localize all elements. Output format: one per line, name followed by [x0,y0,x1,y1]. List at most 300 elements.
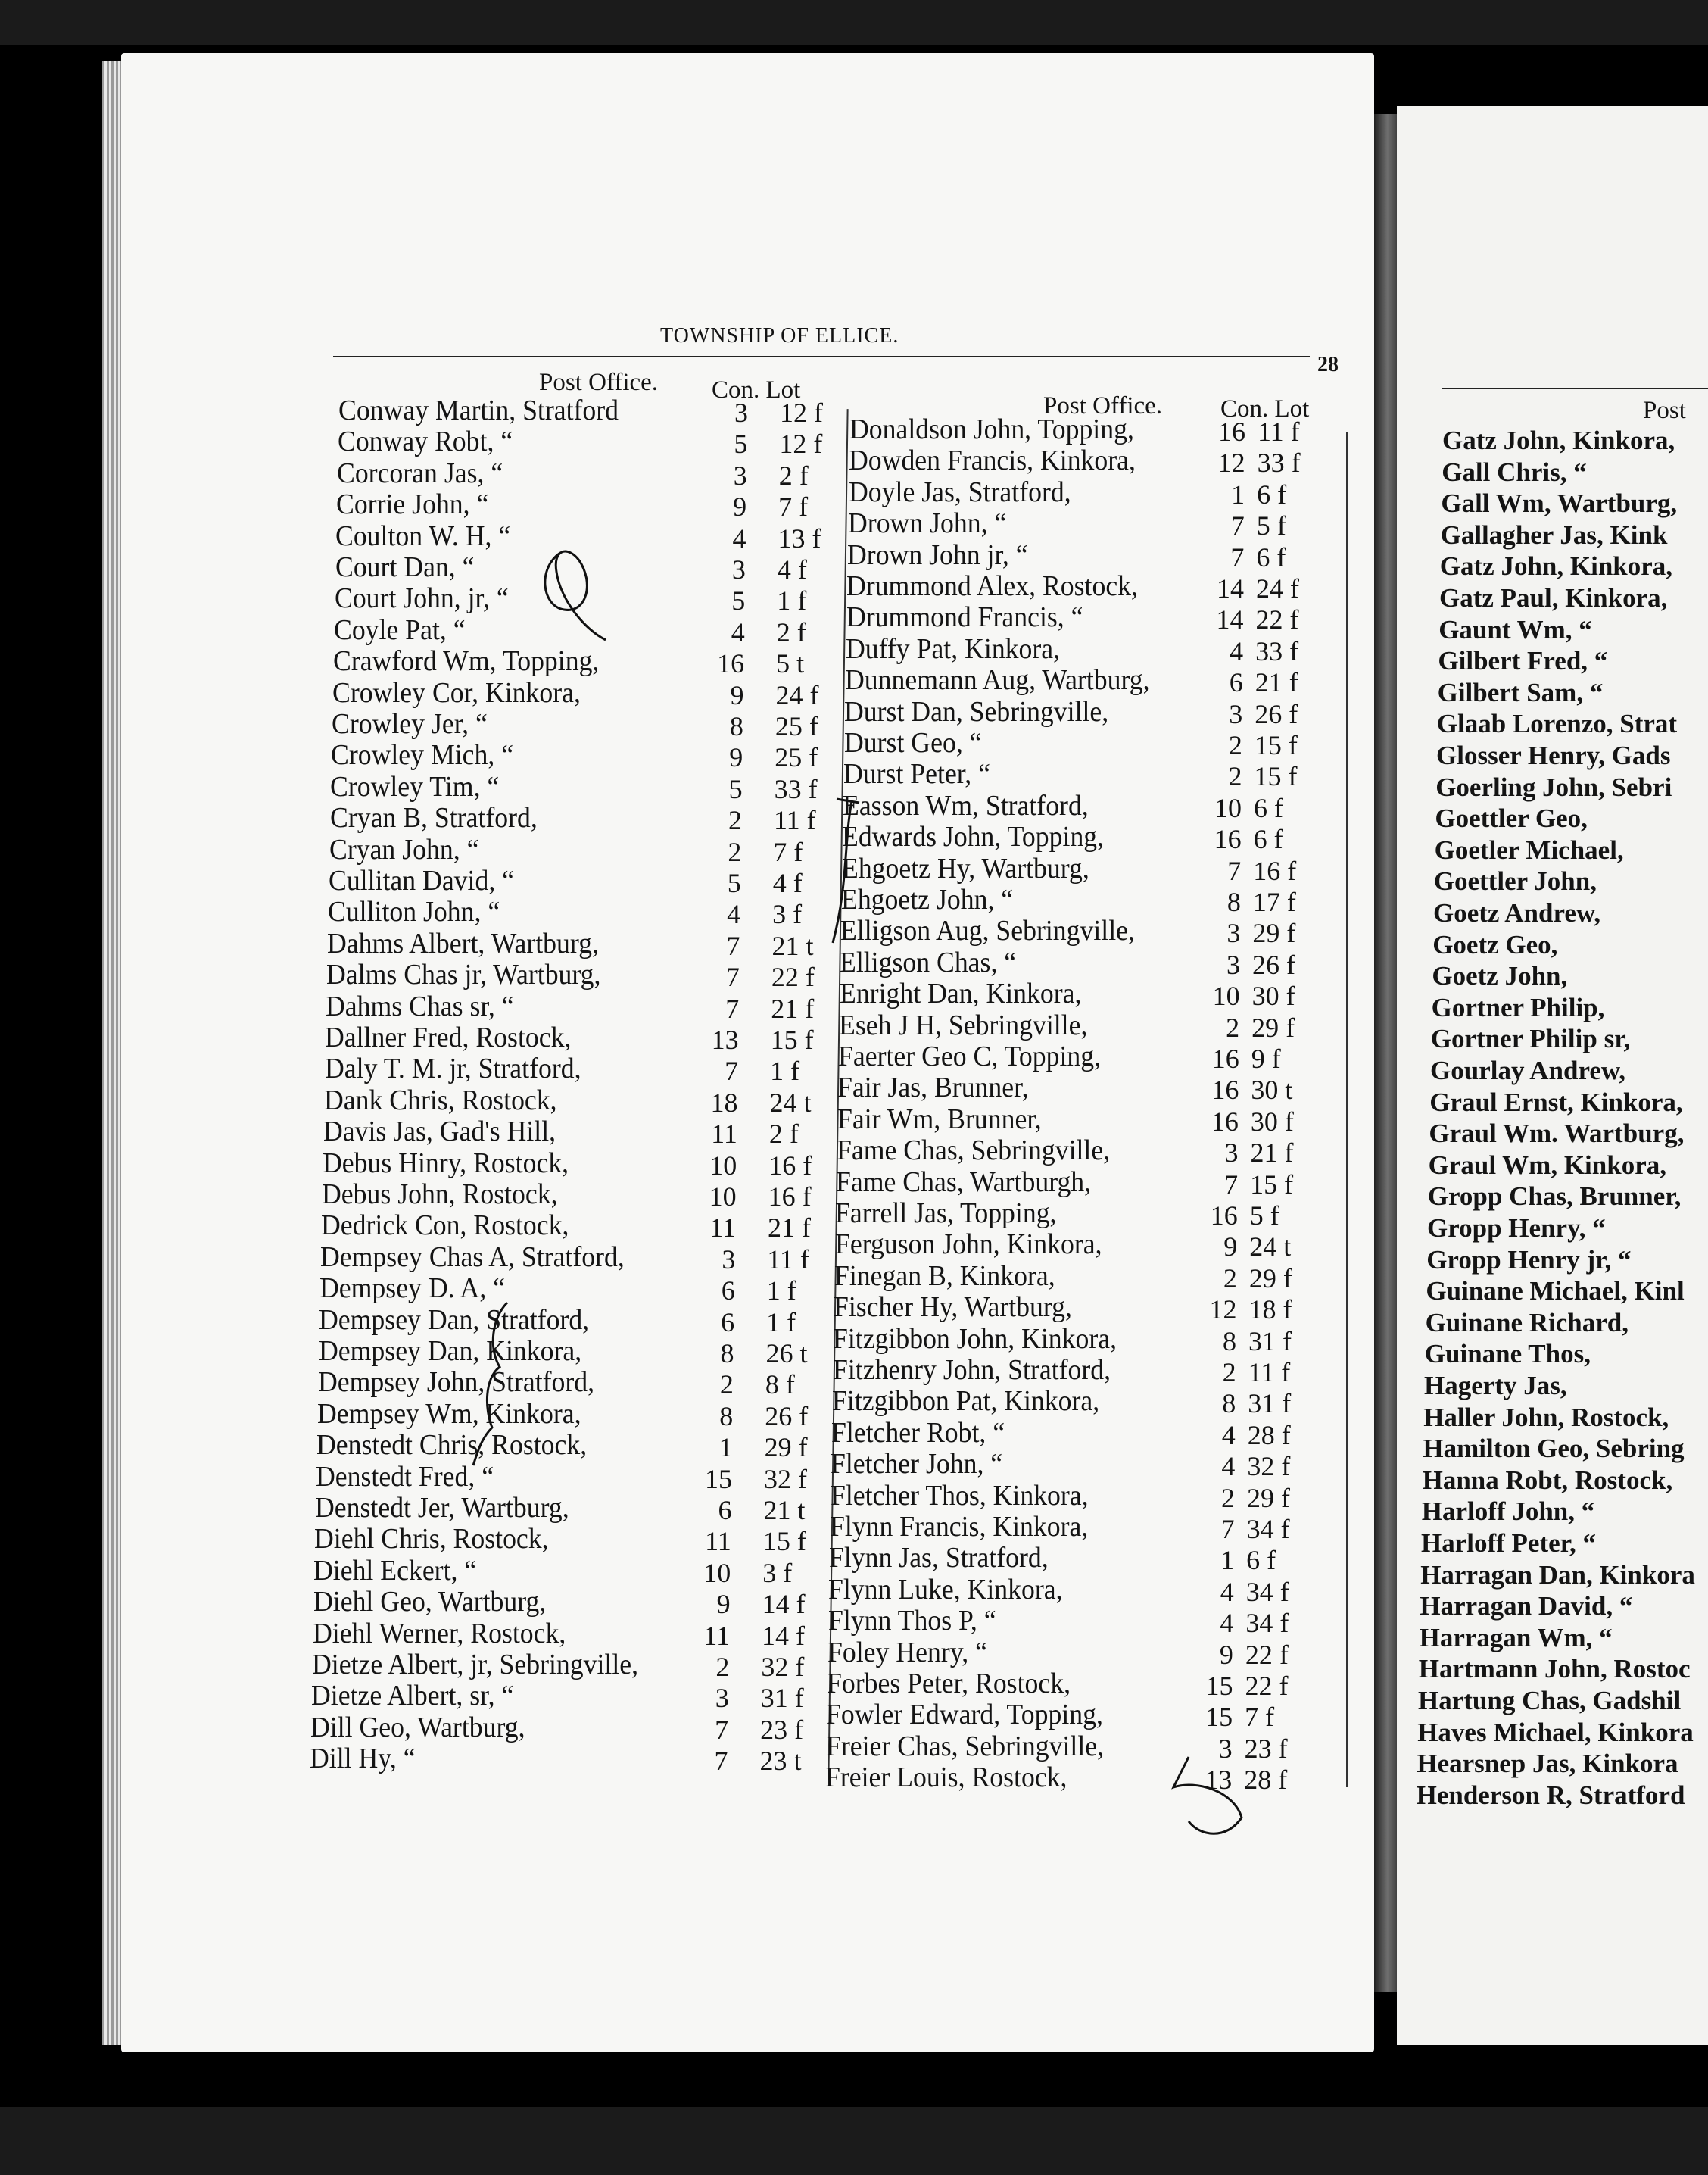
entry-lot: 26 t [765,1338,808,1368]
entry-name: Haves Michael, Kinkora [1417,1717,1694,1747]
entry-name: Diehl Chris, Rostock, [314,1523,549,1556]
entry-con: 13 [711,1025,739,1055]
entry-name: Corrie John, “ [336,488,489,521]
entry-name: Harloff John, “ [1421,1496,1595,1527]
entry-lot: 6 f [1254,792,1284,823]
entry-name: Denstedt Fred, “ [316,1460,494,1493]
entry-name: Haller John, Rostock, [1423,1402,1669,1432]
entry-lot: 21 t [771,930,814,961]
entry-name: Culliton John, “ [327,896,500,928]
entry-con: 2 [1222,1357,1236,1387]
entry-name: Doyle Jas, Stratford, [848,476,1071,508]
entry-lot: 6 f [1253,824,1283,855]
entry-lot: 33 f [1255,635,1299,666]
entry-lot: 23 t [759,1746,802,1777]
entry-con: 7 [725,993,740,1024]
entry-lot: 1 f [766,1306,796,1337]
entry-name: Gallagher Jas, Kink [1440,520,1668,550]
entry-con: 9 [729,742,743,773]
entry-name: Crowley Jer, “ [332,708,488,740]
entry-lot: 25 f [775,711,818,741]
entry-name: Hartung Chas, Gadshil [1418,1686,1682,1715]
entry-name: Elligson Chas, “ [840,946,1017,978]
entry-name: Gourlay Andrew, [1430,1056,1626,1085]
entry-lot: 29 f [1246,1482,1290,1513]
entry-name: Crawford Wm, Topping, [332,645,600,678]
entry-name: Fair Wm, Brunner, [837,1103,1042,1135]
entry-lot: 4 f [772,868,803,898]
entry-name: Enright Dan, Kinkora, [839,978,1081,1010]
entry-lot: 31 f [1248,1388,1292,1419]
entry-con: 16 [717,648,745,679]
entry-con: 12 [1209,1294,1237,1325]
entry-name: Finegan B, Kinkora, [834,1259,1055,1292]
entry-lot: 9 f [1251,1044,1281,1074]
entry-con: 3 [1218,1733,1233,1764]
entry-lot: 17 f [1252,887,1296,917]
entry-lot: 14 f [762,1589,806,1620]
entry-name: Diehl Geo, Wartburg, [313,1586,546,1618]
entry-con: 18 [710,1087,738,1118]
entry-lot: 21 f [1255,667,1298,698]
entry-name: Conway Robt, “ [338,426,513,458]
entry-name: Fowler Edward, Topping, [826,1699,1104,1731]
entry-lot: 11 f [773,805,816,836]
entry-con: 16 [1211,1075,1239,1106]
entry-name: Goetler Michael, [1434,835,1624,865]
entry-lot: 26 f [1251,949,1295,980]
entry-con: 3 [734,398,748,428]
entry-name: Elligson Aug, Sebringville, [840,915,1135,947]
entry-name: Hagerty Jas, [1424,1371,1567,1400]
entry-name: Hartmann John, Rostoc [1418,1654,1691,1684]
entry-con: 4 [1220,1576,1234,1607]
entry-name: Debus John, Rostock, [322,1178,558,1210]
entry-con: 15 [1205,1702,1233,1733]
column-header-con-lot-2: Con. Lot [1220,395,1310,423]
entry-name: Henderson R, Stratford [1416,1780,1685,1810]
entry-con: 8 [719,1400,734,1431]
entry-lot: 29 f [1248,1262,1292,1293]
entry-con: 10 [1214,792,1242,823]
entry-con: 7 [1220,1514,1235,1544]
entry-name: Forbes Peter, Rostock, [827,1668,1071,1699]
entry-con: 8 [1226,887,1241,917]
entry-con: 5 [734,429,748,460]
entry-lot: 13 f [778,523,821,554]
entry-lot: 12 f [780,398,823,428]
entry-con: 11 [709,1212,736,1244]
entry-con: 1 [1231,479,1245,510]
entry-name: Graul Wm. Wartburg, [1429,1119,1685,1149]
entry-name: Gall Chris, “ [1442,457,1587,487]
entry-con: 2 [715,1652,730,1682]
entry-con: 3 [733,460,747,491]
page-title: TOWNSHIP OF ELLICE. [660,324,899,348]
entry-name: Hanna Robt, Rostock, [1422,1465,1673,1495]
entry-name: Gropp Henry, “ [1427,1213,1606,1243]
entry-con: 3 [722,1244,736,1275]
entry-con: 3 [715,1683,729,1714]
entry-con: 9 [730,679,744,710]
entry-name: Eseh J H, Sebringville, [838,1009,1088,1041]
entry-name: Fletcher Robt, “ [831,1416,1005,1449]
entry-lot: 5 f [1249,1200,1279,1231]
entry-lot: 25 f [775,742,818,773]
entry-con: 6 [718,1495,732,1525]
entry-con: 3 [731,554,746,585]
entry-name: Coulton W. H, “ [335,520,511,552]
entry-name: Dalms Chas jr, Wartburg, [326,959,601,991]
entry-name: Gatz Paul, Kinkora, [1439,583,1668,613]
entry-lot: 30 t [1251,1075,1293,1106]
entry-name: Duffy Pat, Kinkora, [845,632,1060,665]
entry-lot: 30 f [1251,981,1295,1012]
entry-name: Gatz John, Kinkora, [1442,426,1675,455]
entry-lot: 29 f [1251,1012,1295,1043]
entry-name: Gilbert Fred, “ [1438,646,1608,676]
entry-lot: 32 f [1247,1451,1291,1482]
entry-con: 14 [1216,604,1244,635]
entry-name: Davis Jas, Gad's Hill, [323,1116,556,1148]
entry-con: 6 [1229,667,1243,698]
entry-name: Guinane Richard, [1425,1307,1629,1337]
entry-name: Drown John jr, “ [847,538,1028,571]
entry-name: Gaunt Wm, “ [1438,614,1592,644]
entry-lot: 22 f [1255,604,1299,635]
entry-con: 3 [1226,949,1240,980]
entry-lot: 28 f [1247,1419,1291,1450]
entry-lot: 11 f [1258,417,1300,447]
entry-name: Dempsey Chas A, Stratford, [320,1240,625,1273]
entry-con: 8 [720,1338,734,1368]
entry-con: 2 [1228,730,1242,760]
entry-name: Diehl Eckert, “ [313,1554,477,1587]
entry-name: Crowley Cor, Kinkora, [332,676,581,709]
entry-lot: 15 f [762,1526,806,1557]
entry-name: Freier Louis, Rostock, [824,1762,1068,1794]
entry-lot: 5 f [1256,510,1286,541]
entry-lot: 2 f [778,460,809,491]
pen-loop-mark [530,538,636,651]
entry-lot: 32 f [764,1463,808,1494]
entry-name: Denstedt Chris, Rostock, [316,1429,588,1462]
entry-lot: 24 t [1249,1231,1292,1262]
entry-name: Goettler John, [1433,866,1597,897]
entry-name: Dahms Albert, Wartburg, [327,927,599,960]
entry-lot: 23 f [760,1714,804,1745]
entry-name: Gortner Philip sr, [1430,1024,1631,1054]
entry-con: 16 [1211,1106,1239,1137]
pen-five-mark [1166,1749,1249,1848]
entry-name: Ehgoetz Hy, Wartburg, [841,852,1089,885]
entry-con: 3 [1224,1137,1239,1169]
entry-con: 4 [1221,1419,1236,1450]
entry-con: 8 [1223,1325,1237,1356]
entry-name: Faerter Geo C, Topping, [838,1041,1102,1072]
entry-con: 9 [1223,1231,1238,1262]
entry-con: 16 [1218,417,1245,447]
entry-con: 10 [709,1150,737,1181]
entry-name: Dempsey John, Stratford, [317,1366,594,1399]
entry-con: 3 [1226,918,1241,949]
entry-name: Court John, jr, “ [334,582,509,615]
entry-name: Graul Wm, Kinkora, [1428,1150,1666,1180]
entry-con: 16 [1214,824,1242,855]
entry-lot: 33 f [774,773,818,804]
entry-name: Coyle Pat, “ [333,613,466,646]
entry-name: Goetz Geo, [1432,929,1558,960]
entry-lot: 7 f [778,491,809,523]
entry-name: Gilbert Sam, “ [1437,677,1604,707]
entry-con: 4 [731,616,745,648]
entry-name: Gropp Henry jr, “ [1426,1244,1632,1275]
entry-name: Gortner Philip, [1431,992,1605,1022]
entry-lot: 23 f [1244,1733,1288,1764]
entry-con: 1 [718,1432,733,1463]
entry-name: Cullitan David, “ [328,865,514,897]
entry-name: Freier Chas, Sebringville, [825,1730,1104,1762]
entry-con: 4 [1220,1608,1234,1639]
entry-lot: 7 f [1245,1702,1275,1733]
entry-con: 11 [711,1119,737,1150]
entry-lot: 29 f [764,1432,808,1463]
entry-name: Durst Geo, “ [843,727,982,759]
entry-lot: 29 f [1252,918,1296,949]
entry-con: 11 [703,1620,730,1651]
entry-con: 16 [1211,1044,1239,1074]
entry-name: Ehgoetz John, “ [840,884,1013,916]
entry-name: Harragan Wm, “ [1419,1622,1613,1652]
entry-con: 2 [1220,1482,1235,1513]
entry-name: Dallner Fred, Rostock, [325,1022,572,1053]
entry-lot: 11 f [767,1244,810,1275]
entry-lot: 11 f [1248,1357,1291,1387]
entry-lot: 31 f [1248,1325,1292,1356]
entry-name: Denstedt Jer, Wartburg, [315,1492,569,1524]
entry-name: Goerling John, Sebri [1435,772,1672,802]
entry-name: Conway Martin, Stratford [338,395,619,426]
entry-con: 8 [1222,1388,1236,1419]
page-number: 28 [1317,353,1339,376]
entry-lot: 15 f [1250,1169,1294,1200]
entry-name: Dietze Albert, jr, Sebringville, [311,1649,638,1680]
entry-name: Dempsey Wm, Kinkora, [316,1397,581,1430]
entry-name: Cryan John, “ [329,833,479,866]
entry-name: Diehl Werner, Rostock, [312,1617,566,1649]
entry-con: 4 [1221,1451,1236,1482]
entry-lot: 24 f [775,679,819,710]
entry-lot: 7 f [773,836,803,867]
entry-name: Cryan B, Stratford, [329,802,538,835]
entry-name: Daly T. M. jr, Stratford, [324,1053,581,1085]
entry-con: 2 [728,805,742,836]
entry-lot: 4 f [777,554,807,585]
entry-lot: 21 f [771,993,815,1024]
entry-lot: 26 f [1255,698,1298,729]
entry-lot: 1 f [777,585,807,616]
entry-name: Fitzgibbon Pat, Kinkora, [831,1385,1099,1418]
entry-con: 10 [1212,981,1240,1012]
entry-name: Fair Jas, Brunner, [837,1072,1029,1104]
entry-con: 12 [1217,448,1245,479]
entry-name: Gall Wm, Wartburg, [1441,488,1678,519]
entry-name: Crowley Tim, “ [330,770,500,803]
entry-name: Dowden Francis, Kinkora, [849,445,1136,477]
entry-name: Fletcher Thos, Kinkora, [830,1479,1089,1512]
entry-name: Harragan Dan, Kinkora [1420,1559,1695,1590]
pen-vertical-mark [821,795,867,947]
entry-con: 5 [731,585,746,616]
entry-lot: 16 f [768,1181,812,1212]
entry-name: Ferguson John, Kinkora, [834,1228,1102,1261]
entry-lot: 32 f [761,1652,805,1682]
entry-name: Hearsnep Jas, Kinkora [1417,1749,1678,1779]
entry-name: Hamilton Geo, Sebring [1423,1434,1685,1464]
entry-name: Dempsey Dan, Stratford, [319,1303,590,1336]
entry-con: 15 [705,1463,733,1494]
entry-con: 2 [1226,1012,1240,1043]
entry-lot: 31 f [760,1683,804,1714]
entry-name: Dedrick Con, Rostock, [321,1209,569,1242]
entry-con: 9 [733,491,747,523]
entry-name: Goetz Andrew, [1433,898,1601,928]
entry-name: Harragan David, “ [1420,1591,1633,1621]
entry-con: 9 [716,1589,731,1620]
entry-name: Donaldson John, Topping, [849,413,1134,445]
entry-lot: 15 f [1254,761,1298,792]
entry-name: Fitzhenry John, Stratford, [832,1354,1111,1386]
entry-lot: 34 f [1245,1608,1289,1639]
entry-name: Drummond Alex, Rostock, [846,570,1139,602]
entry-lot: 8 f [765,1369,795,1400]
entry-con: 7 [725,962,740,993]
entry-name: Fame Chas, Sebringville, [836,1134,1110,1167]
entry-name: Guinane Thos, [1424,1339,1591,1369]
entry-con: 13 [1205,1765,1233,1796]
entry-name: Dill Hy, “ [310,1743,416,1775]
entry-lot: 18 f [1248,1294,1292,1325]
entry-lot: 6 f [1256,541,1286,573]
entry-name: Fame Chas, Wartburgh, [836,1166,1092,1198]
entry-con: 4 [727,899,741,930]
entry-lot: 2 f [776,616,806,648]
entry-name: Corcoran Jas, “ [337,457,503,489]
entry-name: Dahms Chas sr, “ [326,990,514,1022]
entry-lot: 21 f [1250,1137,1294,1169]
entry-con: 7 [714,1746,728,1777]
entry-name: Drummond Francis, “ [846,601,1083,634]
entry-name: Edwards John, Topping, [842,821,1105,853]
entry-con: 4 [732,523,746,554]
entry-name: Goetz John, [1432,961,1568,991]
pen-bracket-mark [469,1295,530,1469]
entry-lot: 22 f [1245,1671,1289,1701]
entry-name: Fischer Hy, Wartburg, [834,1291,1072,1324]
entry-name: Durst Peter, “ [843,758,990,791]
entry-lot: 12 f [779,429,823,460]
entry-con: 6 [721,1306,735,1337]
column-header-post-right: Post [1643,397,1686,424]
entry-name: Debus Hinry, Rostock, [322,1147,569,1179]
entry-lot: 34 f [1245,1576,1289,1607]
entry-con: 10 [703,1557,731,1588]
entry-name: Easson Wm, Stratford, [843,789,1089,822]
entry-lot: 34 f [1246,1514,1290,1544]
entry-con: 7 [1227,855,1242,886]
entry-con: 2 [1223,1262,1237,1293]
entry-con: 6 [721,1275,735,1306]
entry-name: Dunnemann Aug, Wartburg, [845,664,1150,697]
entry-name: Flynn Jas, Stratford, [829,1542,1049,1574]
entry-con: 10 [709,1181,737,1212]
entry-con: 8 [729,711,743,741]
entry-lot: 1 f [770,1056,800,1087]
entry-con: 5 [728,773,743,804]
entry-name: Harloff Peter, “ [1421,1528,1596,1558]
entry-name: Durst Dan, Sebringville, [844,695,1109,728]
entry-lot: 22 f [1245,1639,1289,1670]
entry-lot: 3 f [772,899,803,930]
entry-lot: 28 f [1244,1765,1288,1796]
entry-con: 3 [1229,698,1243,729]
entry-name: Court Dan, “ [335,551,475,583]
entry-lot: 15 f [1254,730,1298,760]
entry-lot: 16 f [1253,855,1297,886]
entry-lot: 15 f [770,1025,814,1055]
entry-name: Glaab Lorenzo, Strat [1436,709,1678,739]
entry-lot: 14 f [761,1620,805,1651]
entry-name: Fitzgibbon John, Kinkora, [833,1322,1117,1355]
entry-name: Dietze Albert, sr, “ [310,1680,514,1712]
entry-name: Dempsey Dan, Kinkora, [318,1335,581,1367]
entry-lot: 24 f [1255,573,1299,604]
entry-lot: 21 t [763,1495,806,1525]
entry-lot: 24 t [769,1087,812,1118]
entry-con: 4 [1230,635,1244,666]
entry-con: 7 [725,1056,739,1087]
entry-name: Guinane Michael, Kinl [1426,1276,1685,1306]
entry-name: Gatz John, Kinkora, [1439,551,1673,582]
entry-lot: 2 f [768,1119,799,1150]
entry-name: Flynn Luke, Kinkora, [828,1573,1063,1606]
column-header-post-office: Post Office. [539,369,659,396]
entry-name: Foley Henry, “ [827,1636,987,1668]
entry-lot: 6 f [1246,1545,1276,1576]
entry-con: 2 [728,836,742,867]
entry-name: Farrell Jas, Topping, [835,1197,1057,1229]
entry-con: 7 [1230,541,1245,573]
entry-con: 7 [1224,1169,1239,1200]
entry-con: 16 [1210,1200,1238,1231]
entry-lot: 3 f [762,1557,793,1588]
entry-con: 7 [715,1714,729,1745]
entry-con: 2 [719,1369,734,1400]
entry-lot: 5 t [776,648,805,679]
entry-lot: 30 f [1250,1106,1294,1137]
entry-con: 7 [1230,510,1245,541]
entry-lot: 1 f [766,1275,796,1306]
entry-name: Flynn Thos P, “ [828,1605,996,1637]
column-header-post-office-2: Post Office. [1043,392,1163,420]
entry-lot: 6 f [1257,479,1287,510]
entry-lot: 16 f [768,1150,812,1181]
entry-name: Glosser Henry, Gads [1436,741,1671,770]
entry-con: 7 [726,930,740,961]
entry-name: Flynn Francis, Kinkora, [829,1511,1089,1543]
entry-name: Fletcher John, “ [831,1448,1003,1481]
entry-con: 15 [1205,1671,1233,1701]
